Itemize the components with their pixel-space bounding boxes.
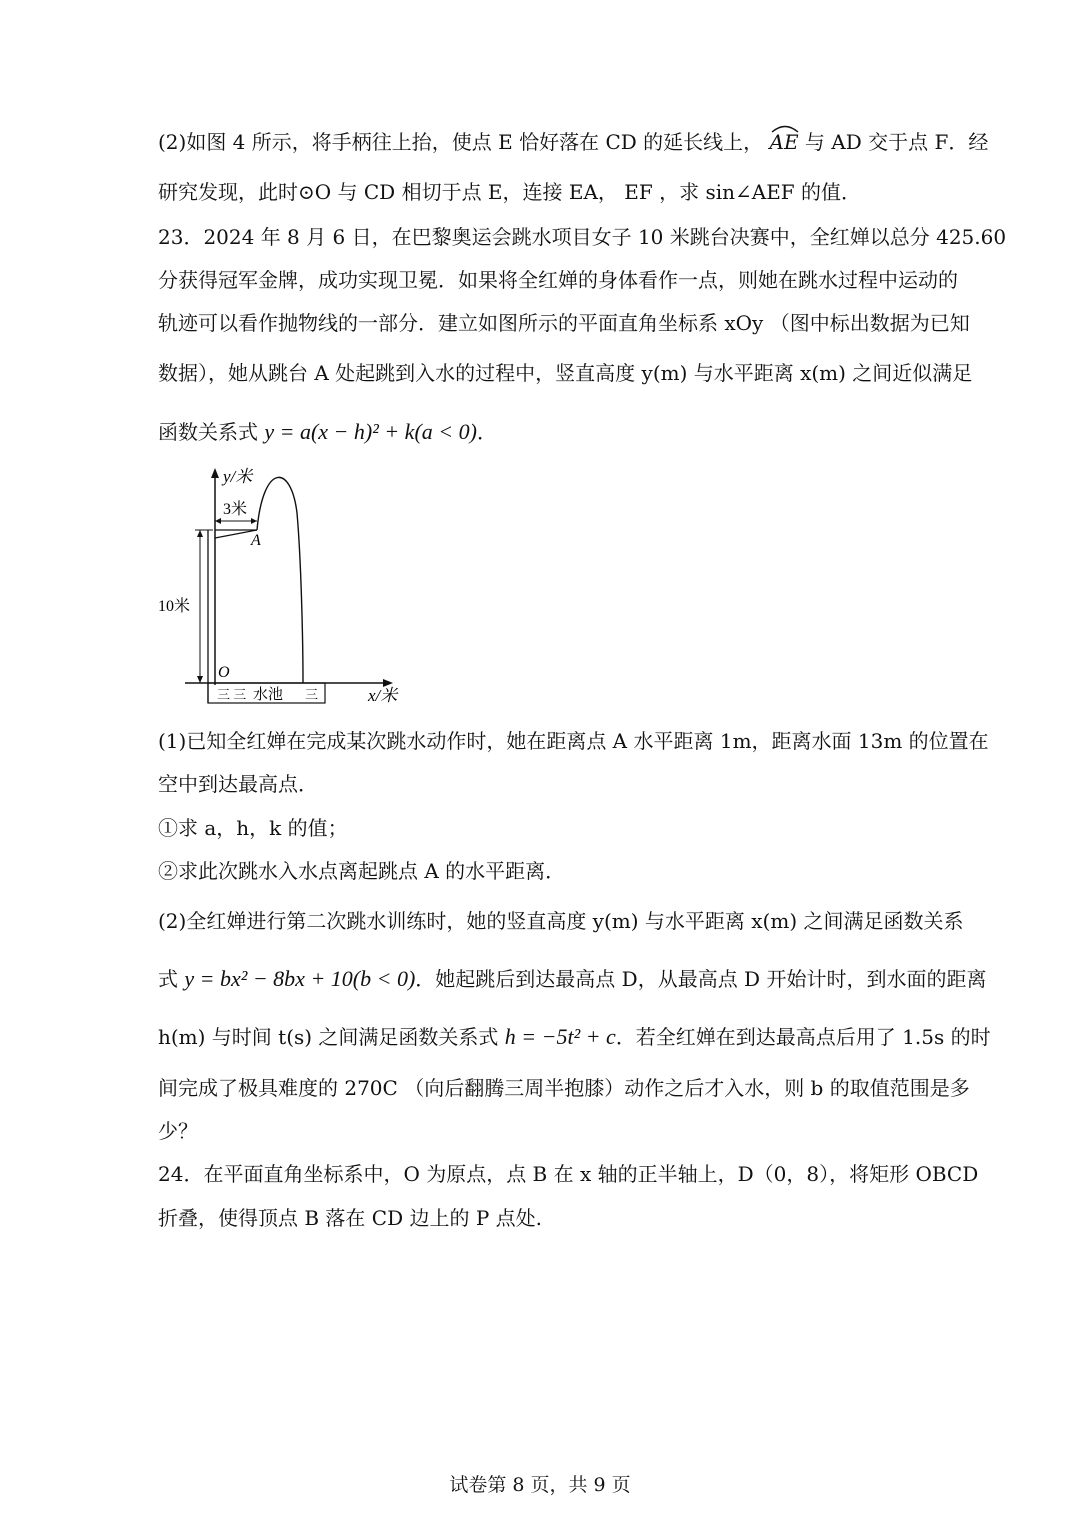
q23-line5: 函数关系式 y = a(x − h)² + k(a < 0)． xyxy=(158,419,497,444)
width-label: 3米 xyxy=(223,501,248,518)
q23-p1-q1: ①求 a，h，k 的值； xyxy=(158,816,348,840)
formula-3: h = −5t² + c xyxy=(504,1024,616,1049)
q23-p2-line3: h(m) 与时间 t(s) 之间满足函数关系式 h = −5t² + c．若全红婵在到达最高点后用了 1.5s 的时 xyxy=(158,1024,991,1049)
q23-p2-line5: 少？ xyxy=(158,1119,198,1143)
q23-p2-line4: 间完成了极具难度的 270C （向后翻腾三周半抱膝）动作之后才入水，则 b 的取值范围是多 xyxy=(158,1076,970,1100)
q23-p1-line1: (1)已知全红婵在完成某次跳水动作时，她在距离点 A 水平距离 1m，距离水面 13m 的位置在 xyxy=(158,729,989,753)
y-axis-label: y/米 xyxy=(223,467,253,486)
origin-label: O xyxy=(218,664,230,681)
q23-p2-line2: 式 y = bx² − 8bx + 10(b < 0)．她起跳后到达最高点 D，从最高点 D 开始计时，到水面的距离 xyxy=(158,966,987,991)
formula-2: y = bx² − 8bx + 10(b < 0) xyxy=(184,966,416,991)
arc-ae: AE xyxy=(770,127,799,157)
q23-p2-line1: (2)全红婵进行第二次跳水训练时，她的竖直高度 y(m) 与水平距离 x(m) 之间满足函数关系 xyxy=(158,909,964,933)
q22-part2-line2: 研究发现，此时⊙O 与 CD 相切于点 E，连接 EA， EF ，求 sin∠AEF 的值． xyxy=(158,180,862,204)
pool-label: 水池 xyxy=(253,687,284,703)
page-footer: 试卷第 8 页，共 9 页 xyxy=(449,1474,631,1496)
q23-line3: 轨迹可以看作抛物线的一部分．建立如图所示的平面直角坐标系 xOy （图中标出数据为已知 xyxy=(158,311,970,335)
q22-part2-line1: (2)如图 4 所示，将手柄往上抬，使点 E 恰好落在 CD 的延长线上， AE 与 AD 交于点 F．经 xyxy=(158,127,988,157)
height-label: 10米 xyxy=(158,598,191,615)
diving-figure xyxy=(155,463,415,713)
q23-line4: 数据），她从跳台 A 处起跳到入水的过程中，竖直高度 y(m) 与水平距离 x(m) 之间近似满足 xyxy=(158,361,973,385)
x-axis-label: x/米 xyxy=(368,686,398,705)
q23-p1-line2: 空中到达最高点． xyxy=(158,772,318,796)
q23-line1: 23．2024 年 8 月 6 日，在巴黎奥运会跳水项目女子 10 米跳台决赛中，全红婵以总分 425.60 xyxy=(158,225,1007,249)
pool-marks-right: 三 xyxy=(305,687,319,702)
trajectory-curve xyxy=(257,477,303,683)
q23-p1-q2: ②求此次跳水入水点离起跳点 A 的水平距离． xyxy=(158,859,566,883)
q24-line1: 24．在平面直角坐标系中，O 为原点，点 B 在 x 轴的正半轴上，D（0，8），将矩形 OBCD xyxy=(158,1162,979,1186)
point-a-label: A xyxy=(251,532,261,549)
formula-1: y = a(x − h)² + k(a < 0) xyxy=(264,419,477,444)
q24-line2: 折叠，使得顶点 B 落在 CD 边上的 P 点处. xyxy=(158,1206,542,1230)
arc-icon xyxy=(770,123,800,133)
y-axis-arrow xyxy=(211,468,219,478)
q23-line2: 分获得冠军金牌，成功实现卫冕．如果将全红婵的身体看作一点，则她在跳水过程中运动的 xyxy=(158,268,958,292)
pool-marks-left: 三 三 xyxy=(217,687,247,702)
